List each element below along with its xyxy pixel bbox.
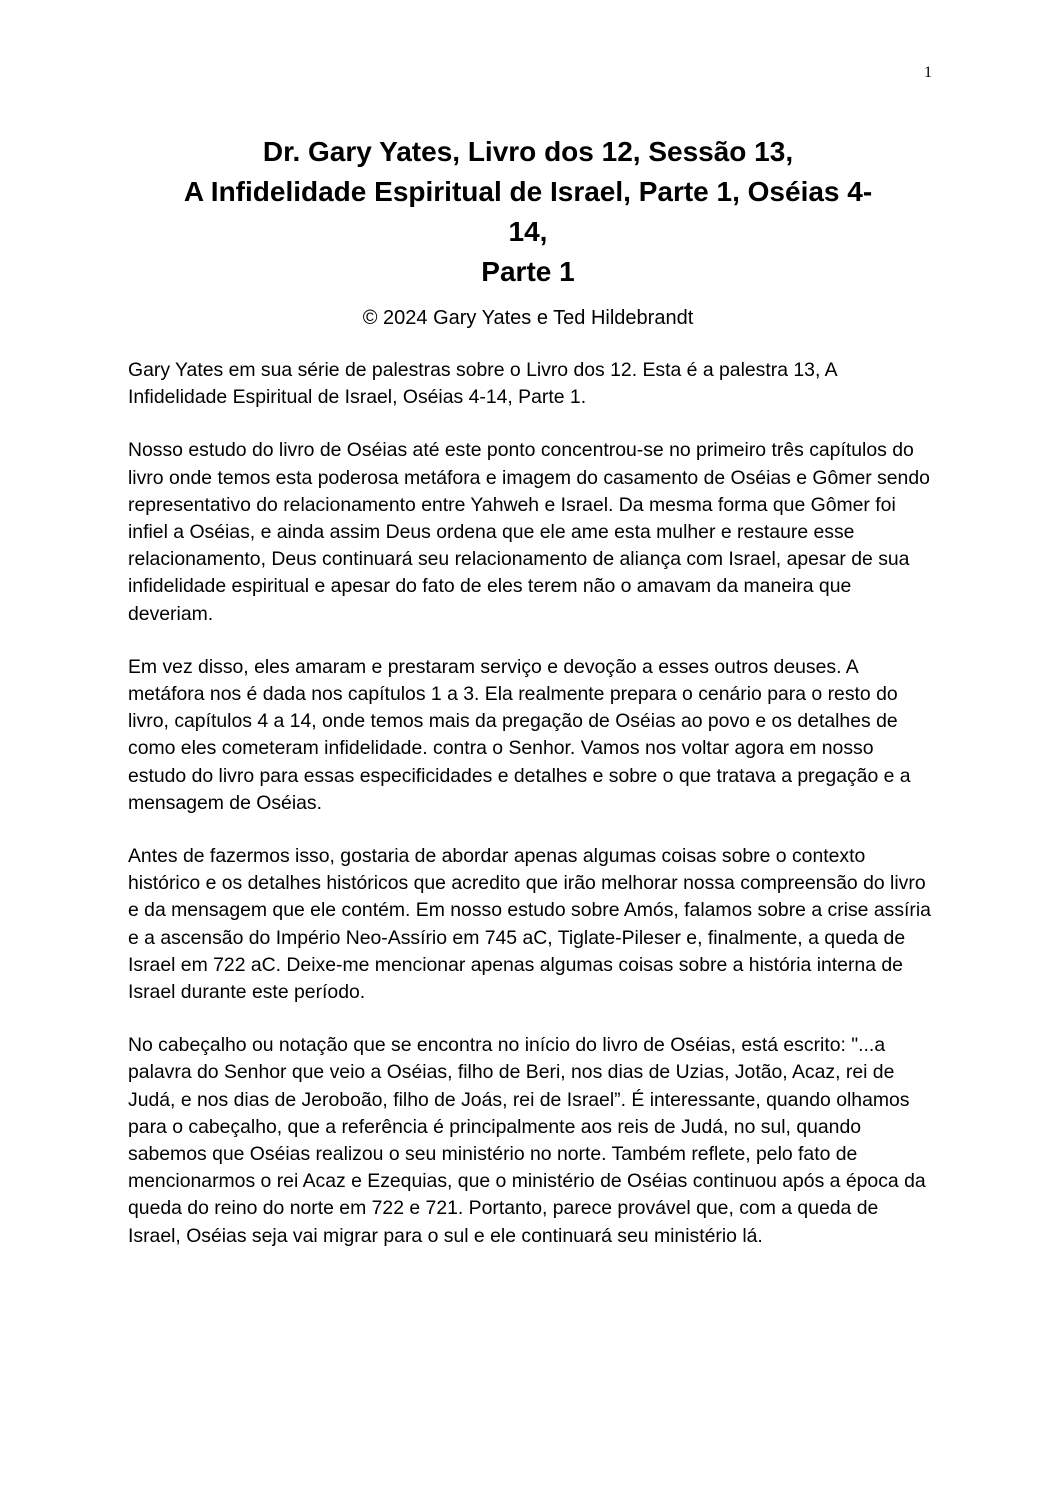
title-line: 14, — [508, 216, 548, 247]
copyright-notice: © 2024 Gary Yates e Ted Hildebrandt — [362, 307, 694, 329]
document-title — [128, 132, 928, 292]
paragraph: Em vez disso, eles amaram e prestaram serviço e devoção a esses outros deuses. A metáfora nos é dada nos capítulos 1 a 3. Ela realmente prepara o cenário para o resto do livro, capítulos 4 a 14, onde temos mais da pregação de Oséias ao povo e os detalhes de como eles cometeram infidelidade. contra o Senhor. Vamos nos voltar agora em nosso estudo do livro para essas especificidades e detalhes e sobre o que tratava a pregação e a mensagem de Oséias. — [128, 655, 911, 814]
paragraph: Gary Yates em sua série de palestras sobre o Livro dos 12. Esta é a palestra 13, A Infidelidade Espiritual de Israel, Oséias 4-14, Parte 1. — [128, 359, 837, 409]
title-line: A Infidelidade Espiritual de Israel, Parte 1, Oséias 4- — [183, 176, 873, 207]
paragraph: Antes de fazermos isso, gostaria de abordar apenas algumas coisas sobre o contexto histórico e os detalhes históricos que acredito que irão melhorar nossa compreensão do livro e da mensagem que ele contém. Em nosso estudo sobre Amós, falamos sobre a crise assíria e a ascensão do Império Neo-Assírio em 745 aC, Tiglate-Pileser e, finalmente, a queda de Israel em 722 aC. Deixe-me mencionar apenas algumas coisas sobre a história interna de Israel durante este período. — [128, 845, 931, 1004]
title-line: Dr. Gary Yates, Livro dos 12, Sessão 13, — [262, 136, 794, 167]
paragraph: Nosso estudo do livro de Oséias até este ponto concentrou-se no primeiro três capítulos do livro onde temos esta poderosa metáfora e imagem do casamento de Oséias e Gômer sendo representativo do relacionamento entre Yahweh e Israel. Da mesma forma que Gômer foi infiel a Oséias, e ainda assim Deus ordena que ele ame esta mulher e restaure esse relacionamento, Deus continuará seu relacionamento de aliança com Israel, apesar de sua infidelidade espiritual e apesar do fato de eles terem não o amavam da maneira que deveriam. — [128, 439, 930, 625]
document-body — [128, 357, 932, 1276]
page-number: 1 — [924, 64, 932, 81]
title-line: Parte 1 — [481, 256, 575, 287]
paragraph: No cabeçalho ou notação que se encontra no início do livro de Oséias, está escrito: "...a palavra do Senhor que veio a Oséias, filho de Beri, nos dias de Uzias, Jotão, Acaz, rei de Judá, e nos dias de Jeroboão, filho de Joás, rei de Israel”. É interessante, quando olhamos para o cabeçalho, que a referência é principalmente aos reis de Judá, no sul, quando sabemos que Oséias realizou o seu ministério no norte. Também reflete, pelo fato de mencionarmos o rei Acaz e Ezequias, que o ministério de Oséias continuou após a época da queda do reino do norte em 722 e 721. Portanto, parece provável que, com a queda de Israel, Oséias seja vai migrar para o sul e ele continuará seu ministério lá. — [128, 1034, 926, 1247]
